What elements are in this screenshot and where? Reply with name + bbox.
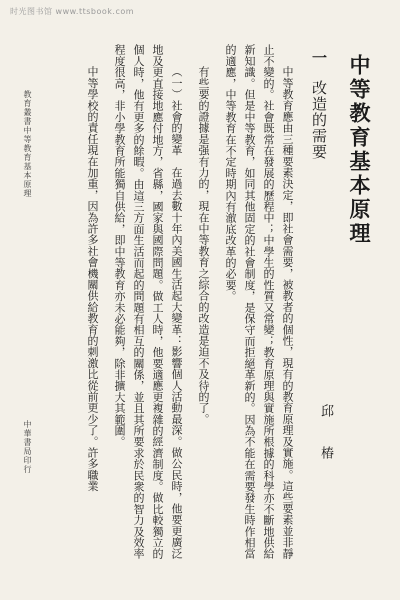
watermark: 时光图书馆 www.ttsbook.com xyxy=(10,7,135,16)
paragraph-3: （一）社會的變革 在過去數十年內美國生活起大變革：影響個人活動最深。做公民時，他要更廣泛地及更直接地應付地方，省縣，國家與國際問題。做工人時，他要適應更複雜的經濟制度。做比較獨立的個人時，他有更多的餘暇。由這三方面生活而起的問題有相互的關係，並且其所要求於民衆的智力及效率程度很高，非小學教育所能獨自供給，即中等教育亦未必能夠，除非擴大其範圍。 xyxy=(113,44,183,560)
paragraph-4: 中等學校的責任現在加重，因為許多社會機關供給教育的刺激比從前更少了。許多職業 xyxy=(86,66,99,492)
author-name: 邱 椿 xyxy=(318,404,333,467)
document-page xyxy=(52,44,374,564)
document-title: 中等教育基本原理 xyxy=(347,54,372,246)
paragraph-2: 有些要的證據是强有力的，現在中等教育之綜合的改造是迫不及待的了。 xyxy=(197,66,210,425)
page-footer xyxy=(22,90,33,560)
footer-publisher: 中華書局印行 xyxy=(23,420,32,474)
section-number: 一 xyxy=(310,50,328,66)
footer-series: 教育叢書中等教育基本原理 xyxy=(23,90,32,198)
section-title: 改造的需要 xyxy=(310,80,328,160)
section-heading xyxy=(309,50,330,564)
paragraph-1: 中等教育應由三種要素決定，即社會需要，被教者的個性，現有的教育原理及實施。這些要素並非靜止不變的。社會既常在發展的歷程中；中學生的性質又常變；教育原理與實施所根據的科學亦不斷地供給新知識。但是中等教育，如同其他固定的社會制度，是保守而拒絕革新的。因為不能在需要發生時作相當的適應，中等教育在不定時期內有澈底改革的必要。 xyxy=(224,44,294,560)
